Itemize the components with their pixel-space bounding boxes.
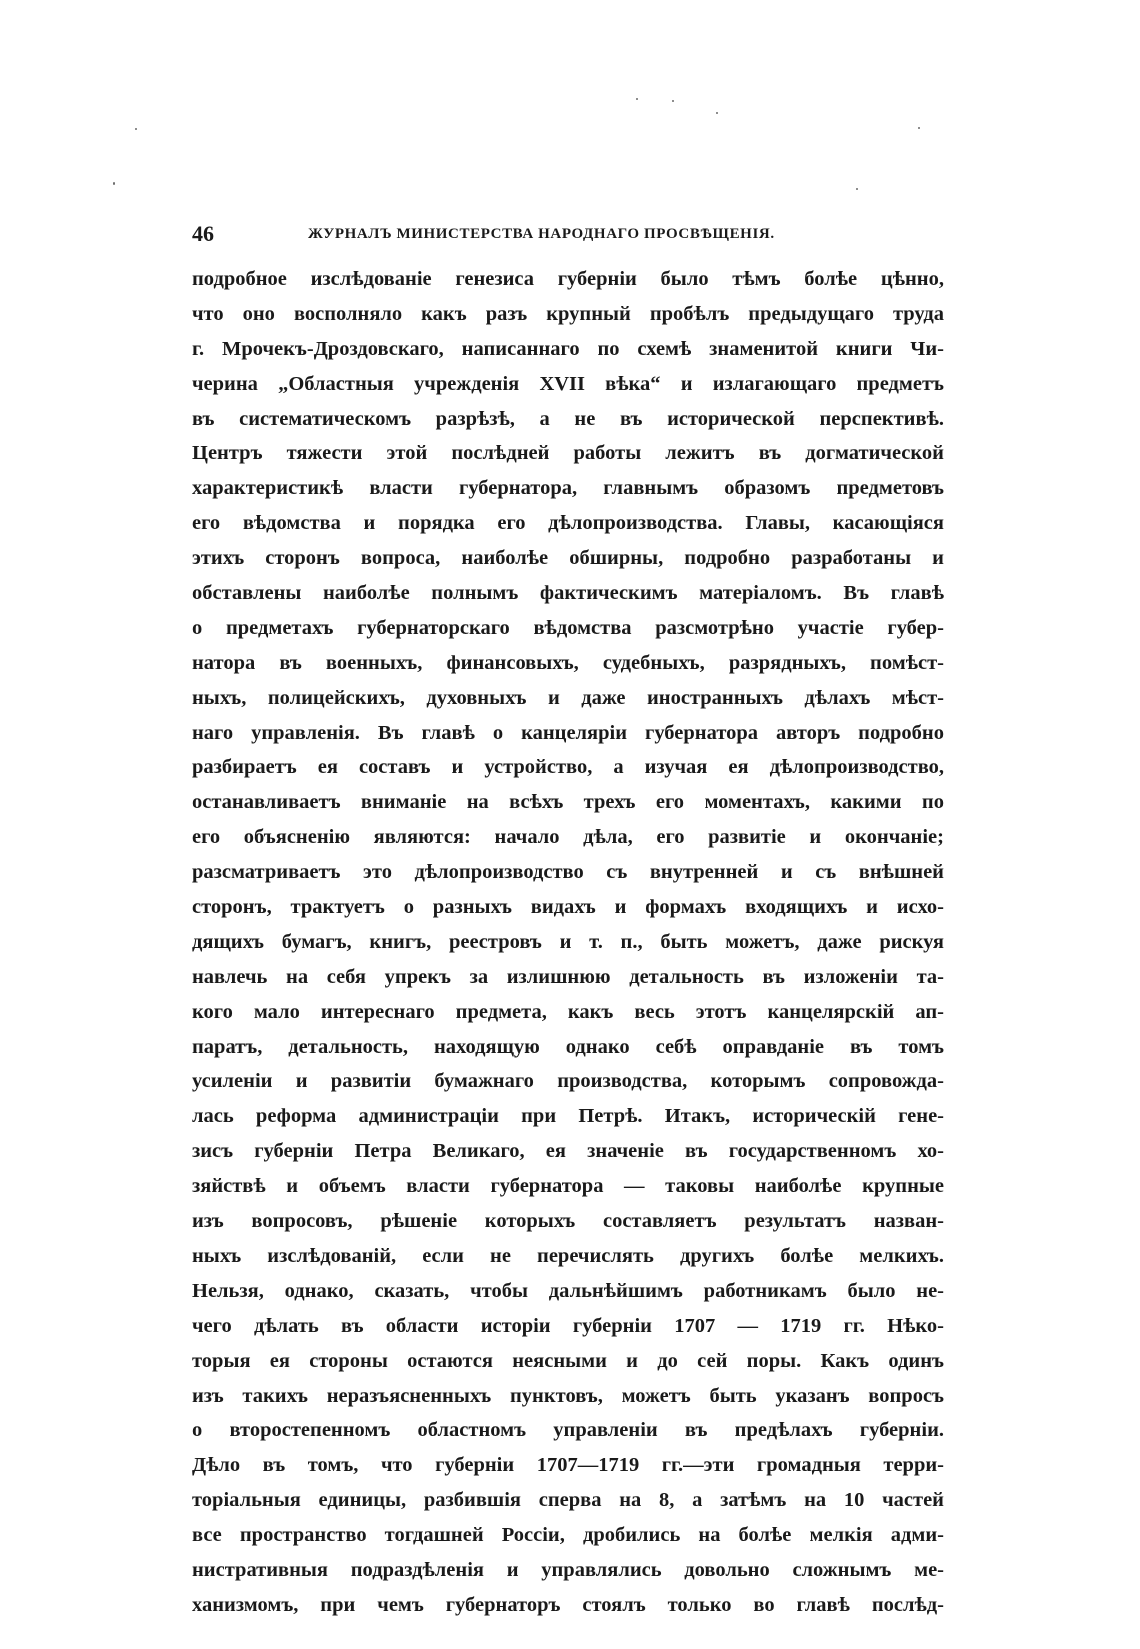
text-line: навлечь на себя упрекъ за излишнюю детальность въ изложеніи та- <box>192 965 944 988</box>
text-line: его объясненію являются: начало дѣла, его развитіе и окончаніе; <box>192 826 944 849</box>
text-line: торыя ея стороны остаются неясными и до сей поры. Какъ одинъ <box>192 1349 944 1372</box>
text-line: Дѣло въ томъ, что губерніи 1707—1719 гг.—эти громадныя терри- <box>192 1454 944 1477</box>
scan-speck <box>636 98 638 100</box>
text-line: зисъ губерніи Петра Великаго, ея значеніе въ государственномъ хо- <box>192 1140 944 1163</box>
text-line: нистративныя подраздѣленія и управлялись довольно сложнымъ ме- <box>192 1558 944 1581</box>
body-text <box>192 262 944 1623</box>
text-line: разбираетъ ея составъ и устройство, а изучая ея дѣлопроизводство, <box>192 756 944 779</box>
text-line: г. Мрочекъ-Дроздовскаго, написаннаго по схемѣ знаменитой книги Чи- <box>192 337 944 360</box>
running-head: ЖУРНАЛЪ МИНИСТЕРСТВА НАРОДНАГО ПРОСВѢЩЕНІЯ. <box>308 226 775 242</box>
text-line: дящихъ бумагъ, книгъ, реестровъ и т. п., быть можетъ, даже рискуя <box>192 930 944 953</box>
text-line: наго управленія. Въ главѣ о канцеляріи губернатора авторъ подробно <box>192 721 944 744</box>
text-line: о второстепенномъ областномъ управленіи въ предѣлахъ губерніи. <box>192 1419 944 1442</box>
scan-speck <box>918 127 920 129</box>
text-line: характеристикѣ власти губернатора, главнымъ образомъ предметовъ <box>192 477 944 500</box>
text-line: ханизмомъ, при чемъ губернаторъ стоялъ только во главѣ послѣд- <box>192 1593 944 1616</box>
text-line: черина „Областныя учрежденія XVII вѣка“ и излагающаго предметъ <box>192 372 944 395</box>
text-line: этихъ сторонъ вопроса, наиболѣе обширны, подробно разработаны и <box>192 547 944 570</box>
scan-speck <box>113 182 115 185</box>
text-line: усиленіи и развитіи бумажнаго производства, которымъ сопровожда- <box>192 1070 944 1093</box>
scan-speck <box>856 188 858 190</box>
text-line: все пространство тогдашней Россіи, дробились на болѣе мелкія адми- <box>192 1524 944 1547</box>
text-line: изъ такихъ неразъясненныхъ пунктовъ, можетъ быть указанъ вопросъ <box>192 1384 944 1407</box>
scan-speck <box>135 128 137 130</box>
scan-speck <box>716 112 718 114</box>
text-line: разсматриваетъ это дѣлопроизводство съ внутренней и съ внѣшней <box>192 861 944 884</box>
text-line: подробное изслѣдованіе генезиса губерніи было тѣмъ болѣе цѣнно, <box>192 268 944 290</box>
text-line: зяйствѣ и объемъ власти губернатора — таковы наиболѣе крупные <box>192 1175 944 1198</box>
text-line: обставлены наиболѣе полнымъ фактическимъ матеріаломъ. Въ главѣ <box>192 582 944 605</box>
page-number: 46 <box>192 221 214 246</box>
text-line: о предметахъ губернаторскаго вѣдомства разсмотрѣно участіе губер- <box>192 616 944 639</box>
text-line: чего дѣлать въ области исторіи губерніи 1707 — 1719 гг. Нѣко- <box>192 1314 944 1337</box>
text-line: торіальныя единицы, разбившія сперва на 8, а затѣмъ на 10 частей <box>192 1489 944 1512</box>
text-line: Центръ тяжести этой послѣдней работы лежитъ въ догматической <box>192 442 944 465</box>
text-line: Нельзя, однако, сказать, чтобы дальнѣйшимъ работникамъ было не- <box>192 1279 944 1302</box>
text-line: кого мало интереснаго предмета, какъ весь этотъ канцелярскій ап- <box>192 1000 944 1023</box>
text-line: натора въ военныхъ, финансовыхъ, судебныхъ, разрядныхъ, помѣст- <box>192 651 944 674</box>
page-header <box>192 219 944 249</box>
text-line: изъ вопросовъ, рѣшеніе которыхъ составляетъ результатъ назван- <box>192 1210 944 1233</box>
text-line: останавливаетъ вниманіе на всѣхъ трехъ его моментахъ, какими по <box>192 791 944 814</box>
text-line: въ систематическомъ разрѣзѣ, а не въ исторической перспективѣ. <box>192 407 944 430</box>
text-line: его вѣдомства и порядка его дѣлопроизводства. Главы, касающіяся <box>192 512 944 535</box>
scan-speck <box>672 100 674 102</box>
text-line: сторонъ, трактуетъ о разныхъ видахъ и формахъ входящихъ и исхо- <box>192 896 944 919</box>
text-line: лась реформа администраціи при Петрѣ. Итакъ, историческій гене- <box>192 1105 944 1128</box>
text-line: что оно восполняло какъ разъ крупный пробѣлъ предыдущаго труда <box>192 302 944 325</box>
text-line: ныхъ, полицейскихъ, духовныхъ и даже иностранныхъ дѣлахъ мѣст- <box>192 686 944 709</box>
text-line: паратъ, детальность, находящую однако себѣ оправданіе въ томъ <box>192 1035 944 1058</box>
text-line: ныхъ изслѣдованій, если не перечислять другихъ болѣе мелкихъ. <box>192 1244 944 1267</box>
